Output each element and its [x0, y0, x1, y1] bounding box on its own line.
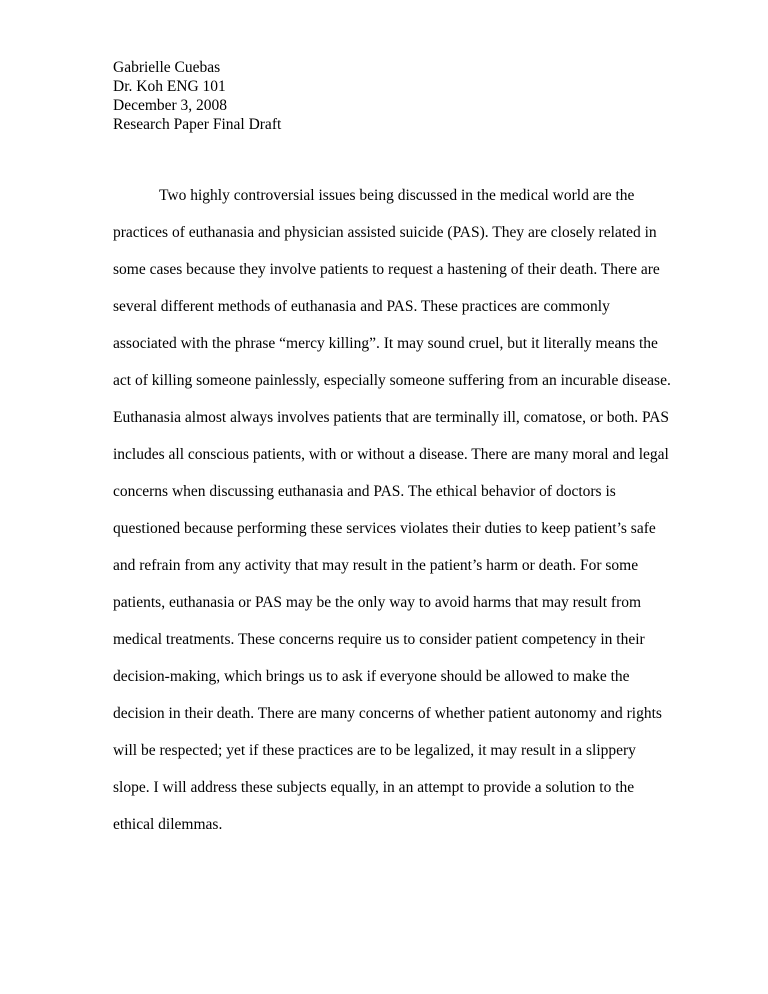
paragraph-line: practices of euthanasia and physician assisted suicide (PAS). They are closely related in: [113, 224, 657, 241]
paragraph-line: patients, euthanasia or PAS may be the only way to avoid harms that may result from: [113, 594, 642, 611]
body-paragraph: [113, 177, 671, 843]
author-name: Gabrielle Cuebas: [113, 59, 221, 76]
paragraph-line: Euthanasia almost always involves patients that are terminally ill, comatose, or both. PAS: [113, 409, 670, 426]
paragraph-line: some cases because they involve patients to request a hastening of their death. There are: [113, 261, 660, 278]
paragraph-line: Two highly controversial issues being discussed in the medical world are the: [159, 187, 635, 204]
paragraph-line: questioned because performing these services violates their duties to keep patient’s safe: [113, 520, 656, 537]
paragraph-line: medical treatments. These concerns require us to consider patient competency in their: [113, 631, 645, 648]
paper-title: Research Paper Final Draft: [113, 116, 282, 133]
document-date: December 3, 2008: [113, 97, 228, 114]
document-header: [113, 58, 281, 134]
paragraph-line: several different methods of euthanasia and PAS. These practices are commonly: [113, 298, 610, 315]
paragraph-line: includes all conscious patients, with or without a disease. There are many moral and legal: [113, 446, 669, 463]
paragraph-line: act of killing someone painlessly, especially someone suffering from an incurable disease.: [113, 372, 671, 389]
instructor-course: Dr. Koh ENG 101: [113, 78, 226, 95]
paragraph-line: will be respected; yet if these practices are to be legalized, it may result in a slippery: [113, 742, 636, 759]
paragraph-line: decision in their death. There are many concerns of whether patient autonomy and rights: [113, 705, 662, 722]
paragraph-line: ethical dilemmas.: [113, 816, 223, 833]
paragraph-line: concerns when discussing euthanasia and PAS. The ethical behavior of doctors is: [113, 483, 616, 500]
paragraph-line: associated with the phrase “mercy killing”. It may sound cruel, but it literally means the: [113, 335, 658, 352]
paragraph-line: slope. I will address these subjects equally, in an attempt to provide a solution to the: [113, 779, 635, 796]
paragraph-line: decision-making, which brings us to ask if everyone should be allowed to make the: [113, 668, 630, 685]
paragraph-line: and refrain from any activity that may result in the patient’s harm or death. For some: [113, 557, 639, 574]
